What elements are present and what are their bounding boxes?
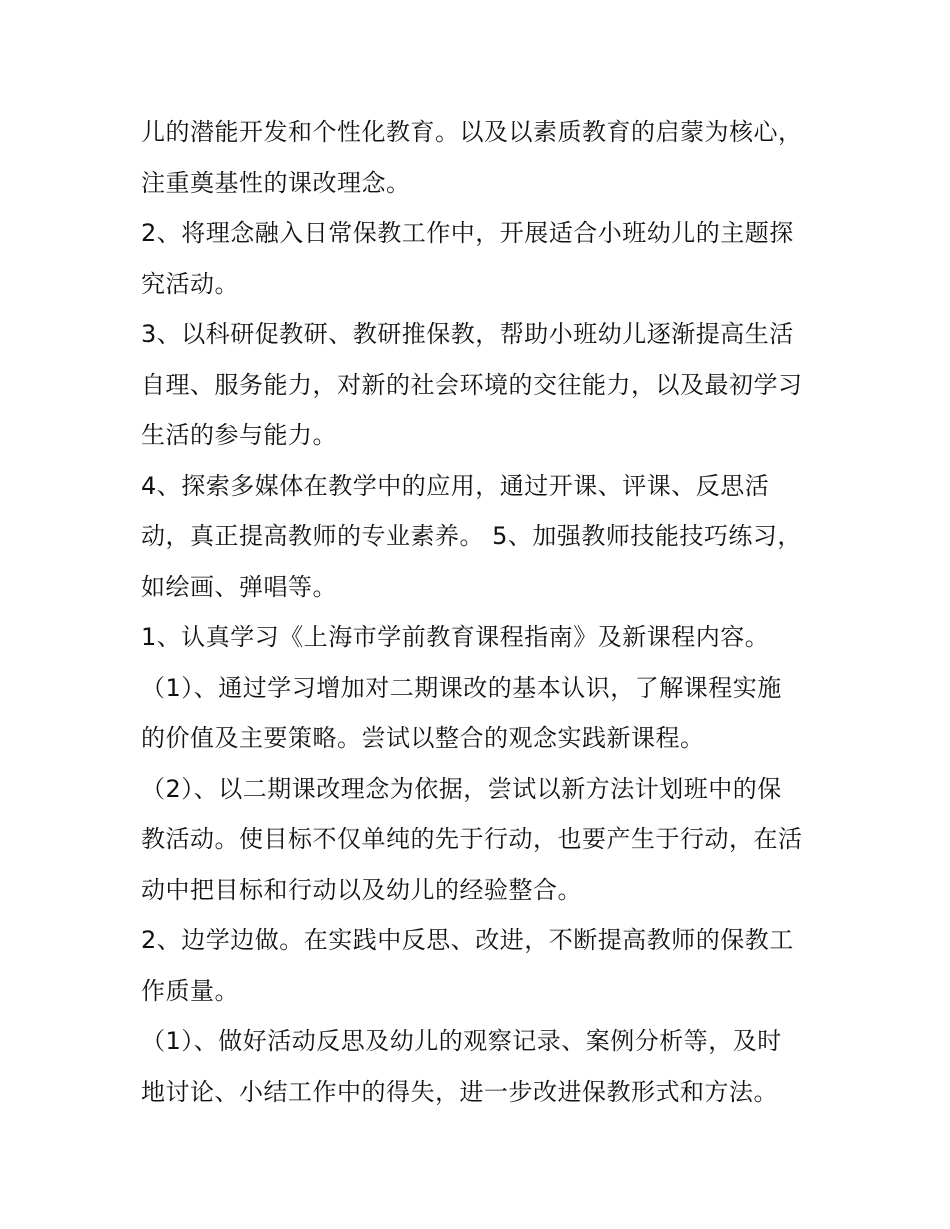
text-line: 究活动。	[141, 269, 239, 298]
text-line: 儿的潜能开发和个性化教育。以及以素质教育的启蒙为核心，	[141, 118, 803, 146]
text-line: 1、认真学习《上海市学前教育课程指南》及新课程内容。	[141, 623, 770, 651]
text-line: 3、以科研促教研、教研推保教，帮助小班幼儿逐渐提高生活	[141, 320, 794, 348]
text-line: 如绘画、弹唱等。	[141, 572, 337, 601]
text-line: 作质量。	[141, 976, 239, 1005]
text-line: 动，真正提高教师的专业素养。 5、加强教师技能技巧练习，	[141, 522, 802, 550]
text-line: 动中把目标和行动以及幼儿的经验整合。	[141, 875, 582, 904]
text-line: 自理、服务能力，对新的社会环境的交往能力，以及最初学习	[141, 370, 803, 399]
text-line: 地讨论、小结工作中的得失，进一步改进保教形式和方法。	[141, 1077, 778, 1106]
text-line: 教活动。使目标不仅单纯的先于行动，也要产生于行动，在活	[141, 825, 803, 853]
text-line: （2）、以二期课改理念为依据，尝试以新方法计划班中的保	[141, 774, 782, 803]
text-line: （1）、通过学习增加对二期课改的基本认识，了解课程实施	[141, 673, 782, 702]
document-body	[141, 107, 841, 1117]
text-line: （1）、做好活动反思及幼儿的观察记录、案例分析等，及时	[141, 1027, 782, 1055]
text-line: 2、边学边做。在实践中反思、改进，不断提高教师的保教工	[141, 926, 794, 954]
text-line: 生活的参与能力。	[141, 421, 337, 449]
text-line: 4、探索多媒体在教学中的应用，通过开课、评课、反思活	[141, 471, 770, 500]
text-line: 注重奠基性的课改理念。	[141, 168, 411, 197]
text-line: 的价值及主要策略。尝试以整合的观念实践新课程。	[141, 724, 705, 752]
text-line: 2、将理念融入日常保教工作中，开展适合小班幼儿的主题探	[141, 219, 794, 247]
